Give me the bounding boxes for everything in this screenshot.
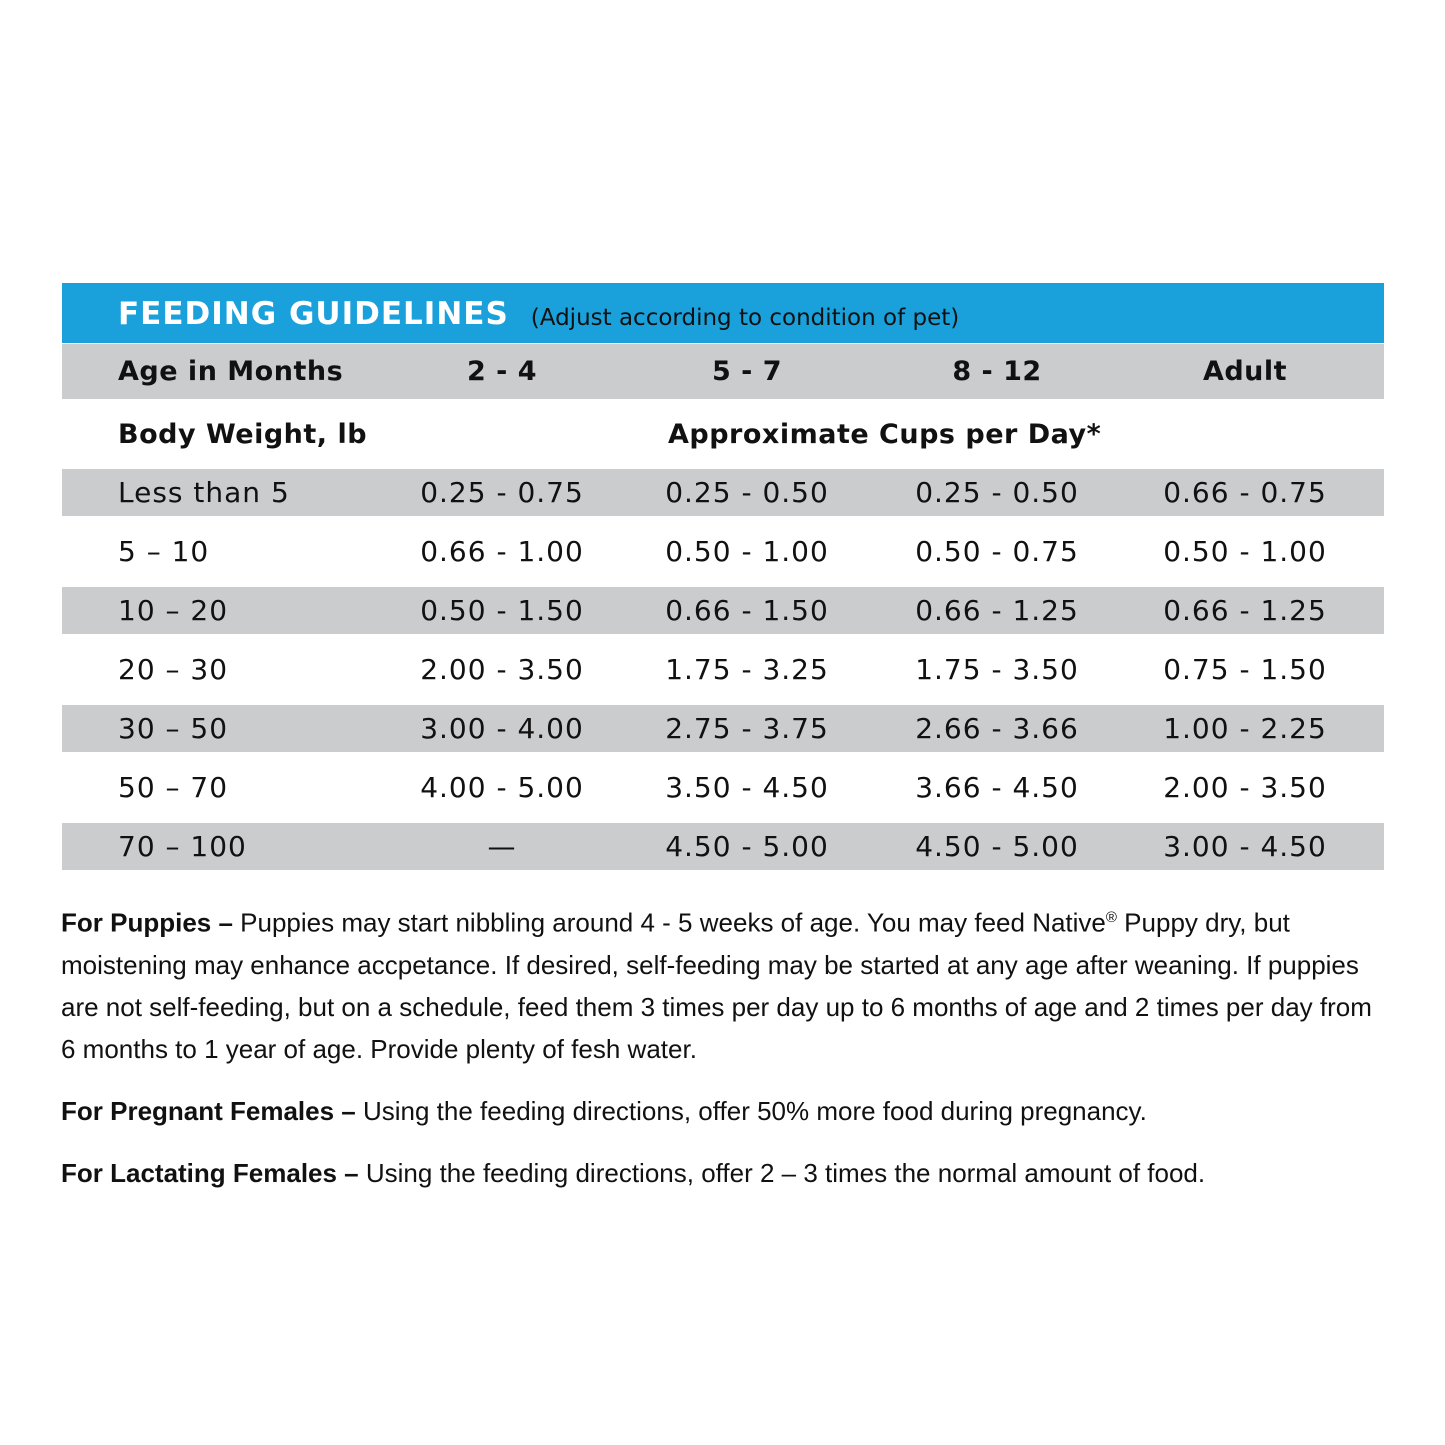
- cups-cell: 2.00 - 3.50: [1163, 771, 1327, 804]
- cups-cell: 2.66 - 3.66: [915, 712, 1079, 745]
- lactating-note: [61, 1152, 1391, 1194]
- weight-cell: 20 – 30: [118, 653, 229, 686]
- pregnant-note-label: For Pregnant Females –: [61, 1095, 356, 1126]
- cups-cell: 0.50 - 1.00: [665, 535, 829, 568]
- pregnant-note: [61, 1090, 1391, 1132]
- age-column-header: 8 - 12: [952, 356, 1042, 387]
- cups-cell: 0.75 - 1.50: [1163, 653, 1327, 686]
- weight-cell: Less than 5: [118, 476, 290, 509]
- age-header-row: [62, 344, 1384, 399]
- cups-cell: 0.66 - 1.25: [1163, 594, 1327, 627]
- table-row: [62, 528, 1384, 575]
- cups-cell: 3.50 - 4.50: [665, 771, 829, 804]
- table-row: [62, 587, 1384, 634]
- age-column-header: 2 - 4: [466, 356, 538, 387]
- puppies-note-text: Puppies may start nibbling around 4 - 5 weeks of age. You may feed Native: [232, 907, 1106, 938]
- puppies-note: [61, 897, 1391, 1070]
- cups-cell: 0.25 - 0.50: [665, 476, 829, 509]
- cups-per-day-label: Approximate Cups per Day*: [668, 418, 1102, 450]
- weight-header-row: [62, 399, 1384, 469]
- puppies-note-text-cont: Puppy dry, but moistening may enhance accpetance. If desired, self-feeding may be started at any age after weaning. If puppies are not self-feeding, but on a schedule, feed them 3 times per day up to 6 months of age and 2 times per day from 6 months to 1 year of age. Provide plenty of fesh water.: [61, 907, 1372, 1064]
- lactating-note-text: Using the feeding directions, offer 2 – 3 times the normal amount of food.: [358, 1157, 1206, 1188]
- cups-cell: 1.00 - 2.25: [1163, 712, 1327, 745]
- weight-cell: 50 – 70: [118, 771, 229, 804]
- puppies-note-label: For Puppies –: [61, 907, 233, 938]
- lactating-note-label: For Lactating Females –: [61, 1157, 359, 1188]
- table-row: [62, 705, 1384, 752]
- table-title: FEEDING GUIDELINES: [118, 296, 509, 332]
- cups-cell: —: [487, 830, 517, 863]
- age-column-header: 5 - 7: [711, 356, 783, 387]
- cups-cell: 4.50 - 5.00: [915, 830, 1079, 863]
- age-column-header: Adult: [1202, 356, 1288, 387]
- cups-cell: 3.00 - 4.00: [420, 712, 584, 745]
- weight-cell: 10 – 20: [118, 594, 229, 627]
- pregnant-note-text: Using the feeding directions, offer 50% more food during pregnancy.: [355, 1095, 1147, 1126]
- table-row: [62, 764, 1384, 811]
- cups-cell: 2.75 - 3.75: [665, 712, 829, 745]
- cups-cell: 0.66 - 1.00: [420, 535, 584, 568]
- body-weight-label: Body Weight, lb: [118, 418, 368, 450]
- age-header-label: Age in Months: [118, 356, 344, 387]
- weight-cell: 30 – 50: [118, 712, 229, 745]
- weight-cell: 70 – 100: [118, 830, 247, 863]
- weight-cell: 5 – 10: [118, 535, 210, 568]
- cups-cell: 0.50 - 1.00: [1163, 535, 1327, 568]
- feeding-guidelines-table: [62, 283, 1384, 870]
- table-row: [62, 823, 1384, 870]
- cups-cell: 1.75 - 3.50: [915, 653, 1079, 686]
- cups-cell: 4.00 - 5.00: [420, 771, 584, 804]
- cups-cell: 2.00 - 3.50: [420, 653, 584, 686]
- table-row: [62, 646, 1384, 693]
- feeding-notes: [61, 897, 1391, 1194]
- title-bar: [62, 283, 1384, 343]
- cups-cell: 0.66 - 1.50: [665, 594, 829, 627]
- cups-cell: 4.50 - 5.00: [665, 830, 829, 863]
- registered-mark: ®: [1105, 909, 1117, 926]
- cups-cell: 0.66 - 0.75: [1163, 476, 1327, 509]
- cups-cell: 0.50 - 0.75: [915, 535, 1079, 568]
- cups-cell: 3.00 - 4.50: [1163, 830, 1327, 863]
- cups-cell: 0.66 - 1.25: [915, 594, 1079, 627]
- cups-cell: 0.25 - 0.75: [420, 476, 584, 509]
- cups-cell: 1.75 - 3.25: [665, 653, 829, 686]
- cups-cell: 3.66 - 4.50: [915, 771, 1079, 804]
- cups-cell: 0.50 - 1.50: [420, 594, 584, 627]
- table-row: [62, 469, 1384, 516]
- cups-cell: 0.25 - 0.50: [915, 476, 1079, 509]
- table-title-note: (Adjust according to condition of pet): [530, 305, 960, 331]
